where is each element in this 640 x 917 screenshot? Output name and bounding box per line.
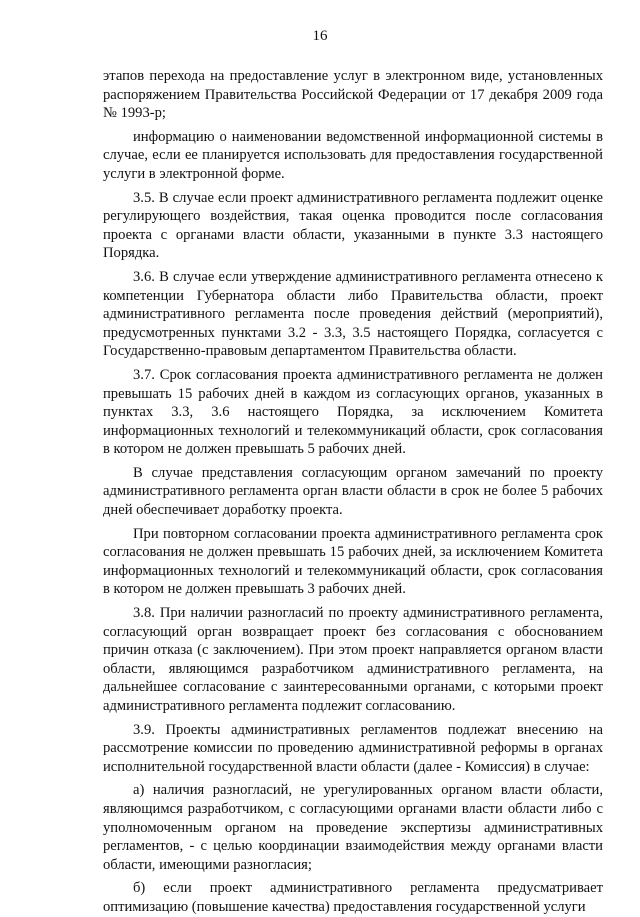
- paragraph-item-a: а) наличия разногласий, не урегулированных органом власти области, являющимся разработчиком, с согласующими органами власти области либо с уполномоченным органом на проведение экспертизы административных регламентов, - с целью координации взаимодействия между органами власти области, имеющими разногласия;: [103, 782, 603, 873]
- page-number: 16: [312, 28, 328, 44]
- paragraph-3-6: 3.6. В случае если утверждение административного регламента отнесено к компетенции Губернатора области либо Правительства области, проект административного регламента после проведения действий (мероприятий), предусмотренных пунктами 3.2 - 3.3, 3.5 настоящего Порядка, согласуется с Государственно-правовым департаментом Правительства области.: [103, 268, 603, 360]
- paragraph-3-9: 3.9. Проекты административных регламентов подлежат внесению на рассмотрение комиссии по проведению административной реформы в органах исполнительной государственной власти области (далее - Комиссия) в случае:: [103, 721, 603, 775]
- paragraph-3-8: 3.8. При наличии разногласий по проекту административного регламента, согласующий орган возвращает проект без согласования с обоснованием причин отказа (с заключением). При этом проект направляется органом власти области, являющимся разработчиком административного регламента, на дальнейшее согласование с заинтересованными органами, с которыми проект административного регламента подлежит согласованию.: [103, 605, 603, 714]
- paragraph-item-b: б) если проект административного регламента предусматривает оптимизацию (повышение качества) предоставления государственной услуги: [103, 880, 603, 915]
- paragraph-3-7: 3.7. Срок согласования проекта административного регламента не должен превышать 15 рабочих дней в каждом из согласующих органов, указанных в пунктах 3.3, 3.6 настоящего Порядка, за исключением Комитета информационных технологий и телекоммуникаций области, срок согласования в котором не должен превышать 5 рабочих дней.: [103, 366, 603, 458]
- paragraph-repeat-approval: При повторном согласовании проекта административного регламента срок согласования не должен превышать 15 рабочих дней, за исключением Комитета информационных технологий и телекоммуникаций области, срок согласования в котором не должен превышать 3 рабочих дней.: [103, 525, 603, 598]
- paragraph-info-system: информацию о наименовании ведомственной информационной системы в случае, если ее планируется использовать для предоставления государственной услуги в электронной форме.: [103, 128, 603, 182]
- document-body: [103, 67, 603, 917]
- paragraph-3-5: 3.5. В случае если проект административного регламента подлежит оценке регулирующего воздействия, такая оценка проводится после согласования проекта с органами власти области, указанными в пункте 3.3 настоящего Порядка.: [103, 189, 603, 262]
- paragraph-continuation: этапов перехода на предоставление услуг в электронном виде, установленных распоряжением Правительства Российской Федерации от 17 декабря 2009 года № 1993-р;: [103, 68, 603, 122]
- paragraph-remarks: В случае представления согласующим органом замечаний по проекту административного регламента орган власти области в срок не более 5 рабочих дней обеспечивает доработку проекта.: [103, 464, 603, 519]
